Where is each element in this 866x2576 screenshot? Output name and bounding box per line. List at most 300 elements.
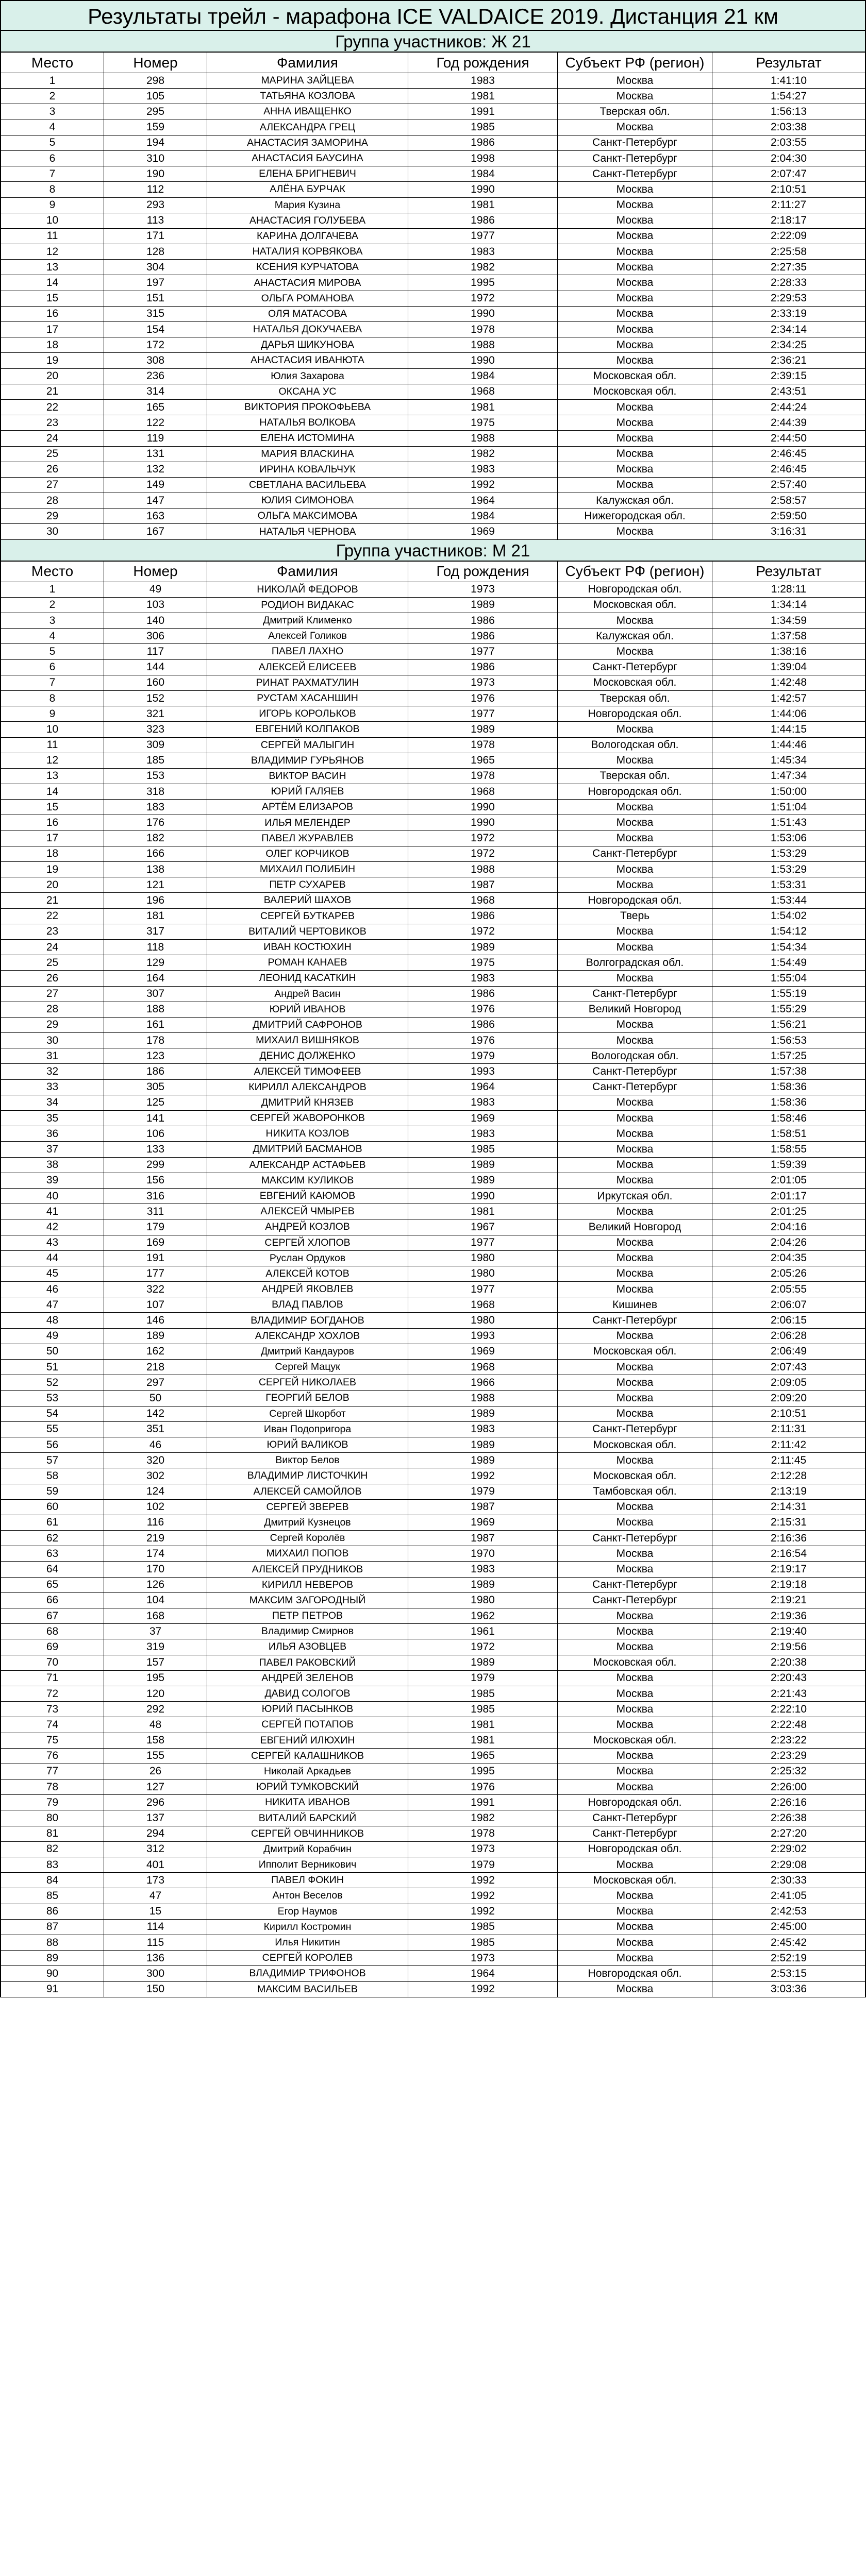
bib-number-cell: 189 xyxy=(104,1329,207,1344)
bib-number-cell: 311 xyxy=(104,1204,207,1219)
region-cell: Москва xyxy=(558,1888,712,1903)
name-cell: ОЛЯ МАТАСОВА xyxy=(207,307,408,321)
result-cell: 1:51:04 xyxy=(770,801,807,813)
bib-number-cell: 104 xyxy=(104,1593,207,1608)
place-cell: 51 xyxy=(1,1360,104,1375)
birth-year-cell: 1973 xyxy=(408,675,558,690)
place-cell: 3 xyxy=(1,613,104,628)
name-cell: АННА ИВАЩЕНКО xyxy=(207,104,408,119)
name-cell: ИВАН КОСТЮХИН xyxy=(207,940,408,955)
birth-year-cell: 1972 xyxy=(408,846,558,861)
table-row xyxy=(0,1142,866,1157)
birth-year-cell: 1985 xyxy=(408,1935,558,1950)
table-body xyxy=(0,582,866,1997)
bib-number-cell: 123 xyxy=(104,1048,207,1063)
bib-number-cell: 296 xyxy=(104,1795,207,1810)
result-cell: 2:33:19 xyxy=(770,308,807,320)
table-row xyxy=(0,431,866,446)
table-row xyxy=(0,1251,866,1266)
bib-number-cell: 162 xyxy=(104,1344,207,1359)
name-cell: ПЕТР СУХАРЕВ xyxy=(207,877,408,892)
birth-year-cell: 1995 xyxy=(408,1764,558,1779)
bib-number-cell: 164 xyxy=(104,971,207,986)
region-cell: Московская обл. xyxy=(558,1468,712,1483)
result-cell: 3:03:36 xyxy=(770,1983,807,1995)
region-cell: Калужская обл. xyxy=(558,629,712,643)
place-cell: 12 xyxy=(1,244,104,259)
table-row xyxy=(0,955,866,971)
name-cell: Дмитрий Кандауров xyxy=(207,1344,408,1359)
birth-year-cell: 1969 xyxy=(408,1111,558,1126)
table-row xyxy=(0,369,866,384)
table-row xyxy=(0,322,866,337)
place-cell: 10 xyxy=(1,213,104,228)
bib-number-cell: 173 xyxy=(104,1873,207,1888)
name-cell: АНАСТАСИЯ МИРОВА xyxy=(207,275,408,290)
table-row xyxy=(0,1562,866,1577)
place-cell: 19 xyxy=(1,862,104,877)
table-row xyxy=(0,73,866,89)
result-cell: 2:34:14 xyxy=(770,323,807,335)
name-cell: СЕРГЕЙ ОВЧИННИКОВ xyxy=(207,1826,408,1841)
result-cell: 2:22:09 xyxy=(770,230,807,242)
place-cell: 3 xyxy=(1,104,104,119)
region-cell: Тверская обл. xyxy=(558,104,712,119)
bib-number-cell: 133 xyxy=(104,1142,207,1157)
result-cell: 1:54:27 xyxy=(770,90,807,102)
table-row xyxy=(0,415,866,431)
bib-number-cell: 304 xyxy=(104,260,207,275)
result-cell: 1:44:06 xyxy=(770,707,807,720)
result-cell: 2:09:05 xyxy=(770,1376,807,1388)
bib-number-cell: 37 xyxy=(104,1624,207,1639)
name-cell: ПАВЕЛ ЖУРАВЛЕВ xyxy=(207,831,408,846)
birth-year-cell: 1967 xyxy=(408,1219,558,1234)
place-cell: 18 xyxy=(1,846,104,861)
result-cell: 2:34:25 xyxy=(770,338,807,351)
result-cell: 1:44:46 xyxy=(770,739,807,751)
result-cell: 2:25:32 xyxy=(770,1765,807,1777)
birth-year-cell: 1972 xyxy=(408,291,558,306)
region-cell: Санкт-Петербург xyxy=(558,1422,712,1437)
place-cell: 64 xyxy=(1,1562,104,1577)
result-cell: 2:04:26 xyxy=(770,1236,807,1249)
place-cell: 9 xyxy=(1,706,104,721)
name-cell: ВЛАД ПАВЛОВ xyxy=(207,1297,408,1312)
bib-number-cell: 155 xyxy=(104,1749,207,1764)
region-cell: Москва xyxy=(558,1749,712,1764)
name-cell: СЕРГЕЙ КАЛАШНИКОВ xyxy=(207,1749,408,1764)
region-cell: Тверская обл. xyxy=(558,769,712,784)
birth-year-cell: 1992 xyxy=(408,478,558,493)
region-cell: Москва xyxy=(558,462,712,477)
bib-number-cell: 188 xyxy=(104,1002,207,1017)
table-row xyxy=(0,1826,866,1842)
bib-number-cell: 153 xyxy=(104,769,207,784)
table-row xyxy=(0,104,866,120)
table-row xyxy=(0,1810,866,1826)
birth-year-cell: 1985 xyxy=(408,1702,558,1717)
bib-number-cell: 26 xyxy=(104,1764,207,1779)
result-cell: 2:46:45 xyxy=(770,463,807,476)
birth-year-cell: 1992 xyxy=(408,1904,558,1919)
name-cell: АНДРЕЙ ЯКОВЛЕВ xyxy=(207,1282,408,1297)
result-cell: 2:04:35 xyxy=(770,1252,807,1264)
result-cell: 1:44:15 xyxy=(770,723,807,735)
table-row xyxy=(0,1406,866,1422)
name-cell: СЕРГЕЙ МАЛЫГИН xyxy=(207,738,408,753)
place-cell: 35 xyxy=(1,1111,104,1126)
table-row xyxy=(0,582,866,598)
name-cell: РОДИОН ВИДАКАС xyxy=(207,598,408,613)
region-cell: Москва xyxy=(558,815,712,830)
name-cell: ВИКТОР ВАСИН xyxy=(207,769,408,784)
birth-year-cell: 1972 xyxy=(408,1639,558,1654)
table-row xyxy=(0,1468,866,1484)
name-cell: ИРИНА КОВАЛЬЧУК xyxy=(207,462,408,477)
name-cell: МИХАИЛ ВИШНЯКОВ xyxy=(207,1033,408,1048)
table-row xyxy=(0,644,866,659)
table-row xyxy=(0,1018,866,1033)
name-cell: АЛЕКСАНДР АСТАФЬЕВ xyxy=(207,1158,408,1173)
region-cell: Москва xyxy=(558,229,712,244)
table-row xyxy=(0,509,866,524)
bib-number-cell: 174 xyxy=(104,1546,207,1561)
name-cell: НАТАЛЬЯ ДОКУЧАЕВА xyxy=(207,322,408,337)
table-row xyxy=(0,1297,866,1313)
birth-year-cell: 1980 xyxy=(408,1266,558,1281)
bib-number-cell: 102 xyxy=(104,1500,207,1515)
birth-year-cell: 1989 xyxy=(408,1453,558,1468)
place-cell: 18 xyxy=(1,337,104,352)
name-cell: КИРИЛЛ НЕВЕРОВ xyxy=(207,1578,408,1592)
birth-year-cell: 1962 xyxy=(408,1608,558,1623)
place-cell: 48 xyxy=(1,1313,104,1328)
region-cell: Санкт-Петербург xyxy=(558,1313,712,1328)
result-cell: 1:50:00 xyxy=(770,785,807,798)
table-row xyxy=(0,1888,866,1904)
name-cell: Николай Аркадьев xyxy=(207,1764,408,1779)
table-row xyxy=(0,1235,866,1251)
bib-number-cell: 125 xyxy=(104,1095,207,1110)
table-row xyxy=(0,909,866,924)
table-row xyxy=(0,1873,866,1888)
group-title: Группа участников: Ж 21 xyxy=(0,31,866,53)
bib-number-cell: 163 xyxy=(104,509,207,523)
place-cell: 8 xyxy=(1,691,104,706)
region-cell: Москва xyxy=(558,1111,712,1126)
name-cell: Сергей Мацук xyxy=(207,1360,408,1375)
place-cell: 40 xyxy=(1,1189,104,1204)
bib-number-cell: 195 xyxy=(104,1671,207,1686)
result-cell: 1:58:36 xyxy=(770,1096,807,1109)
table-row xyxy=(0,337,866,353)
place-cell: 8 xyxy=(1,182,104,197)
name-cell: ВАЛЕРИЙ ШАХОВ xyxy=(207,893,408,908)
place-cell: 44 xyxy=(1,1251,104,1266)
birth-year-cell: 1985 xyxy=(408,120,558,135)
place-cell: 52 xyxy=(1,1375,104,1390)
name-cell: Дмитрий Клименко xyxy=(207,613,408,628)
result-cell: 1:54:34 xyxy=(770,941,807,953)
region-cell: Москва xyxy=(558,73,712,88)
place-cell: 89 xyxy=(1,1951,104,1965)
region-cell: Москва xyxy=(558,478,712,493)
name-cell: ЮРИЙ ИВАНОВ xyxy=(207,1002,408,1017)
region-cell: Москва xyxy=(558,1282,712,1297)
place-cell: 83 xyxy=(1,1857,104,1872)
table-row xyxy=(0,1219,866,1235)
name-cell: ЕВГЕНИЙ КОЛПАКОВ xyxy=(207,722,408,737)
bib-number-cell: 141 xyxy=(104,1111,207,1126)
region-cell: Московская обл. xyxy=(558,384,712,399)
name-cell: АЛЕКСАНДРА ГРЕЦ xyxy=(207,120,408,135)
birth-year-cell: 1977 xyxy=(408,229,558,244)
bib-number-cell: 128 xyxy=(104,244,207,259)
birth-year-cell: 1964 xyxy=(408,1966,558,1981)
table-row xyxy=(0,213,866,229)
bib-number-cell: 106 xyxy=(104,1126,207,1141)
region-cell: Санкт-Петербург xyxy=(558,1810,712,1825)
birth-year-cell: 1983 xyxy=(408,1562,558,1577)
bib-number-cell: 160 xyxy=(104,675,207,690)
bib-number-cell: 114 xyxy=(104,1920,207,1935)
place-cell: 27 xyxy=(1,987,104,1002)
place-cell: 13 xyxy=(1,260,104,275)
table-row xyxy=(0,1733,866,1749)
region-cell: Москва xyxy=(558,753,712,768)
table-row xyxy=(0,1189,866,1204)
place-cell: 25 xyxy=(1,447,104,462)
result-cell: 2:53:15 xyxy=(770,1967,807,1979)
place-cell: 77 xyxy=(1,1764,104,1779)
birth-year-cell: 1975 xyxy=(408,955,558,970)
table-row xyxy=(0,1204,866,1219)
name-cell: Сергей Королёв xyxy=(207,1531,408,1546)
result-cell: 2:19:21 xyxy=(770,1594,807,1606)
birth-year-cell: 1978 xyxy=(408,322,558,337)
birth-year-cell: 1972 xyxy=(408,924,558,939)
table-row xyxy=(0,1904,866,1920)
region-cell: Москва xyxy=(558,307,712,321)
name-cell: ВЛАДИМИР ГУРЬЯНОВ xyxy=(207,753,408,768)
birth-year-cell: 1989 xyxy=(408,940,558,955)
bib-number-cell: 154 xyxy=(104,322,207,337)
name-cell: АЛЕКСЕЙ ЧМЫРЕВ xyxy=(207,1204,408,1219)
bib-number-cell: 105 xyxy=(104,89,207,104)
bib-number-cell: 131 xyxy=(104,447,207,462)
region-cell: Москва xyxy=(558,1608,712,1623)
birth-year-cell: 1989 xyxy=(408,1158,558,1173)
name-cell: ДМИТРИЙ КНЯЗЕВ xyxy=(207,1095,408,1110)
column-header-result: Результат xyxy=(756,563,822,580)
place-cell: 32 xyxy=(1,1064,104,1079)
name-cell: АНДРЕЙ КОЗЛОВ xyxy=(207,1219,408,1234)
name-cell: ДАРЬЯ ШИКУНОВА xyxy=(207,337,408,352)
region-cell: Москва xyxy=(558,400,712,415)
result-cell: 1:58:36 xyxy=(770,1081,807,1093)
result-cell: 2:29:08 xyxy=(770,1858,807,1871)
name-cell: ДМИТРИЙ САФРОНОВ xyxy=(207,1018,408,1032)
result-cell: 2:01:05 xyxy=(770,1174,807,1187)
region-cell: Москва xyxy=(558,1095,712,1110)
region-cell: Калужская обл. xyxy=(558,493,712,508)
region-cell: Новгородская обл. xyxy=(558,582,712,597)
name-cell: ИГОРЬ КОРОЛЬКОВ xyxy=(207,706,408,721)
place-cell: 16 xyxy=(1,815,104,830)
group-title: Группа участников: М 21 xyxy=(0,540,866,562)
name-cell: ПАВЕЛ ЛАХНО xyxy=(207,644,408,659)
place-cell: 46 xyxy=(1,1282,104,1297)
place-cell: 13 xyxy=(1,769,104,784)
result-cell: 1:58:55 xyxy=(770,1143,807,1155)
table-row xyxy=(0,722,866,737)
birth-year-cell: 1983 xyxy=(408,1095,558,1110)
result-cell: 1:56:13 xyxy=(770,105,807,117)
result-cell: 2:26:00 xyxy=(770,1781,807,1793)
birth-year-cell: 1992 xyxy=(408,1888,558,1903)
name-cell: НИКИТА ИВАНОВ xyxy=(207,1795,408,1810)
name-cell: РОМАН КАНАЕВ xyxy=(207,955,408,970)
name-cell: ГЕОРГИЙ БЕЛОВ xyxy=(207,1391,408,1405)
region-cell: Вологодская обл. xyxy=(558,738,712,753)
table-row xyxy=(0,1360,866,1375)
name-cell: КИРИЛЛ АЛЕКСАНДРОВ xyxy=(207,1080,408,1095)
place-cell: 41 xyxy=(1,1204,104,1219)
name-cell: Сергей Шкорбот xyxy=(207,1406,408,1421)
result-cell: 2:52:19 xyxy=(770,1952,807,1964)
place-cell: 1 xyxy=(1,73,104,88)
region-cell: Москва xyxy=(558,431,712,446)
table-row xyxy=(0,971,866,986)
result-cell: 2:44:39 xyxy=(770,416,807,429)
birth-year-cell: 1977 xyxy=(408,644,558,659)
bib-number-cell: 317 xyxy=(104,924,207,939)
place-cell: 7 xyxy=(1,675,104,690)
bib-number-cell: 112 xyxy=(104,182,207,197)
region-cell: Москва xyxy=(558,1951,712,1965)
name-cell: СЕРГЕЙ ПОТАПОВ xyxy=(207,1717,408,1732)
bib-number-cell: 113 xyxy=(104,213,207,228)
table-row xyxy=(0,769,866,784)
result-cell: 2:07:47 xyxy=(770,167,807,180)
region-cell: Московская обл. xyxy=(558,1873,712,1888)
name-cell: Дмитрий Кузнецов xyxy=(207,1515,408,1530)
birth-year-cell: 1968 xyxy=(408,384,558,399)
column-header-result: Результат xyxy=(756,54,822,71)
place-cell: 6 xyxy=(1,660,104,675)
birth-year-cell: 1968 xyxy=(408,784,558,799)
result-cell: 2:59:50 xyxy=(770,510,807,522)
region-cell: Московская обл. xyxy=(558,1437,712,1452)
table-row xyxy=(0,1546,866,1562)
region-cell: Москва xyxy=(558,1266,712,1281)
bib-number-cell: 169 xyxy=(104,1235,207,1250)
place-cell: 22 xyxy=(1,909,104,924)
name-cell: РИНАТ РАХМАТУЛИН xyxy=(207,675,408,690)
birth-year-cell: 1972 xyxy=(408,831,558,846)
table-row xyxy=(0,1313,866,1328)
name-cell: ЛЕОНИД КАСАТКИН xyxy=(207,971,408,986)
birth-year-cell: 1979 xyxy=(408,1048,558,1063)
table-row xyxy=(0,675,866,691)
name-cell: МАРИЯ ВЛАСКИНА xyxy=(207,447,408,462)
birth-year-cell: 1989 xyxy=(408,598,558,613)
bib-number-cell: 167 xyxy=(104,524,207,539)
place-cell: 63 xyxy=(1,1546,104,1561)
bib-number-cell: 300 xyxy=(104,1966,207,1981)
result-cell: 2:22:48 xyxy=(770,1718,807,1731)
region-cell: Москва xyxy=(558,1515,712,1530)
bib-number-cell: 157 xyxy=(104,1655,207,1670)
name-cell: НАТАЛИЯ КОРВЯКОВА xyxy=(207,244,408,259)
table-row xyxy=(0,1437,866,1453)
table-row xyxy=(0,384,866,400)
table-row xyxy=(0,1484,866,1500)
result-cell: 1:53:29 xyxy=(770,848,807,860)
result-cell: 2:04:30 xyxy=(770,152,807,164)
result-cell: 2:26:16 xyxy=(770,1796,807,1808)
region-cell: Тамбовская обл. xyxy=(558,1484,712,1499)
group-men-21 xyxy=(0,540,866,1997)
place-cell: 29 xyxy=(1,509,104,523)
place-cell: 38 xyxy=(1,1158,104,1173)
result-cell: 1:55:29 xyxy=(770,1003,807,1015)
place-cell: 88 xyxy=(1,1935,104,1950)
bib-number-cell: 320 xyxy=(104,1453,207,1468)
result-cell: 1:42:48 xyxy=(770,676,807,689)
table-row xyxy=(0,1702,866,1717)
column-header-name: Фамилия xyxy=(207,53,408,73)
result-cell: 1:34:14 xyxy=(770,599,807,611)
place-cell: 65 xyxy=(1,1578,104,1592)
place-cell: 23 xyxy=(1,924,104,939)
birth-year-cell: 1986 xyxy=(408,613,558,628)
result-cell: 2:01:25 xyxy=(770,1205,807,1217)
region-cell: Москва xyxy=(558,275,712,290)
bib-number-cell: 314 xyxy=(104,384,207,399)
birth-year-cell: 1993 xyxy=(408,1064,558,1079)
birth-year-cell: 1991 xyxy=(408,104,558,119)
region-cell: Москва xyxy=(558,613,712,628)
region-cell: Москва xyxy=(558,862,712,877)
bib-number-cell: 121 xyxy=(104,877,207,892)
table-row xyxy=(0,478,866,493)
result-cell: 1:59:39 xyxy=(770,1159,807,1171)
bib-number-cell: 295 xyxy=(104,104,207,119)
table-row xyxy=(0,1795,866,1810)
place-cell: 73 xyxy=(1,1702,104,1717)
name-cell: АНАСТАСИЯ ИВАНЮТА xyxy=(207,353,408,368)
region-cell: Москва xyxy=(558,1671,712,1686)
bib-number-cell: 159 xyxy=(104,120,207,135)
region-cell: Московская обл. xyxy=(558,1655,712,1670)
table-row xyxy=(0,924,866,940)
table-row xyxy=(0,1375,866,1391)
result-cell: 2:18:17 xyxy=(770,214,807,227)
table-row xyxy=(0,447,866,462)
name-cell: СЕРГЕЙ ХЛОПОВ xyxy=(207,1235,408,1250)
name-cell: СЕРГЕЙ НИКОЛАЕВ xyxy=(207,1375,408,1390)
table-body xyxy=(0,73,866,540)
place-cell: 6 xyxy=(1,151,104,166)
region-cell: Москва xyxy=(558,1173,712,1188)
place-cell: 7 xyxy=(1,166,104,181)
name-cell: ДМИТРИЙ БАСМАНОВ xyxy=(207,1142,408,1157)
name-cell: НАТАЛЬЯ ВОЛКОВА xyxy=(207,415,408,430)
table-row xyxy=(0,1266,866,1282)
name-cell: ВЛАДИМИР ТРИФОНОВ xyxy=(207,1966,408,1981)
